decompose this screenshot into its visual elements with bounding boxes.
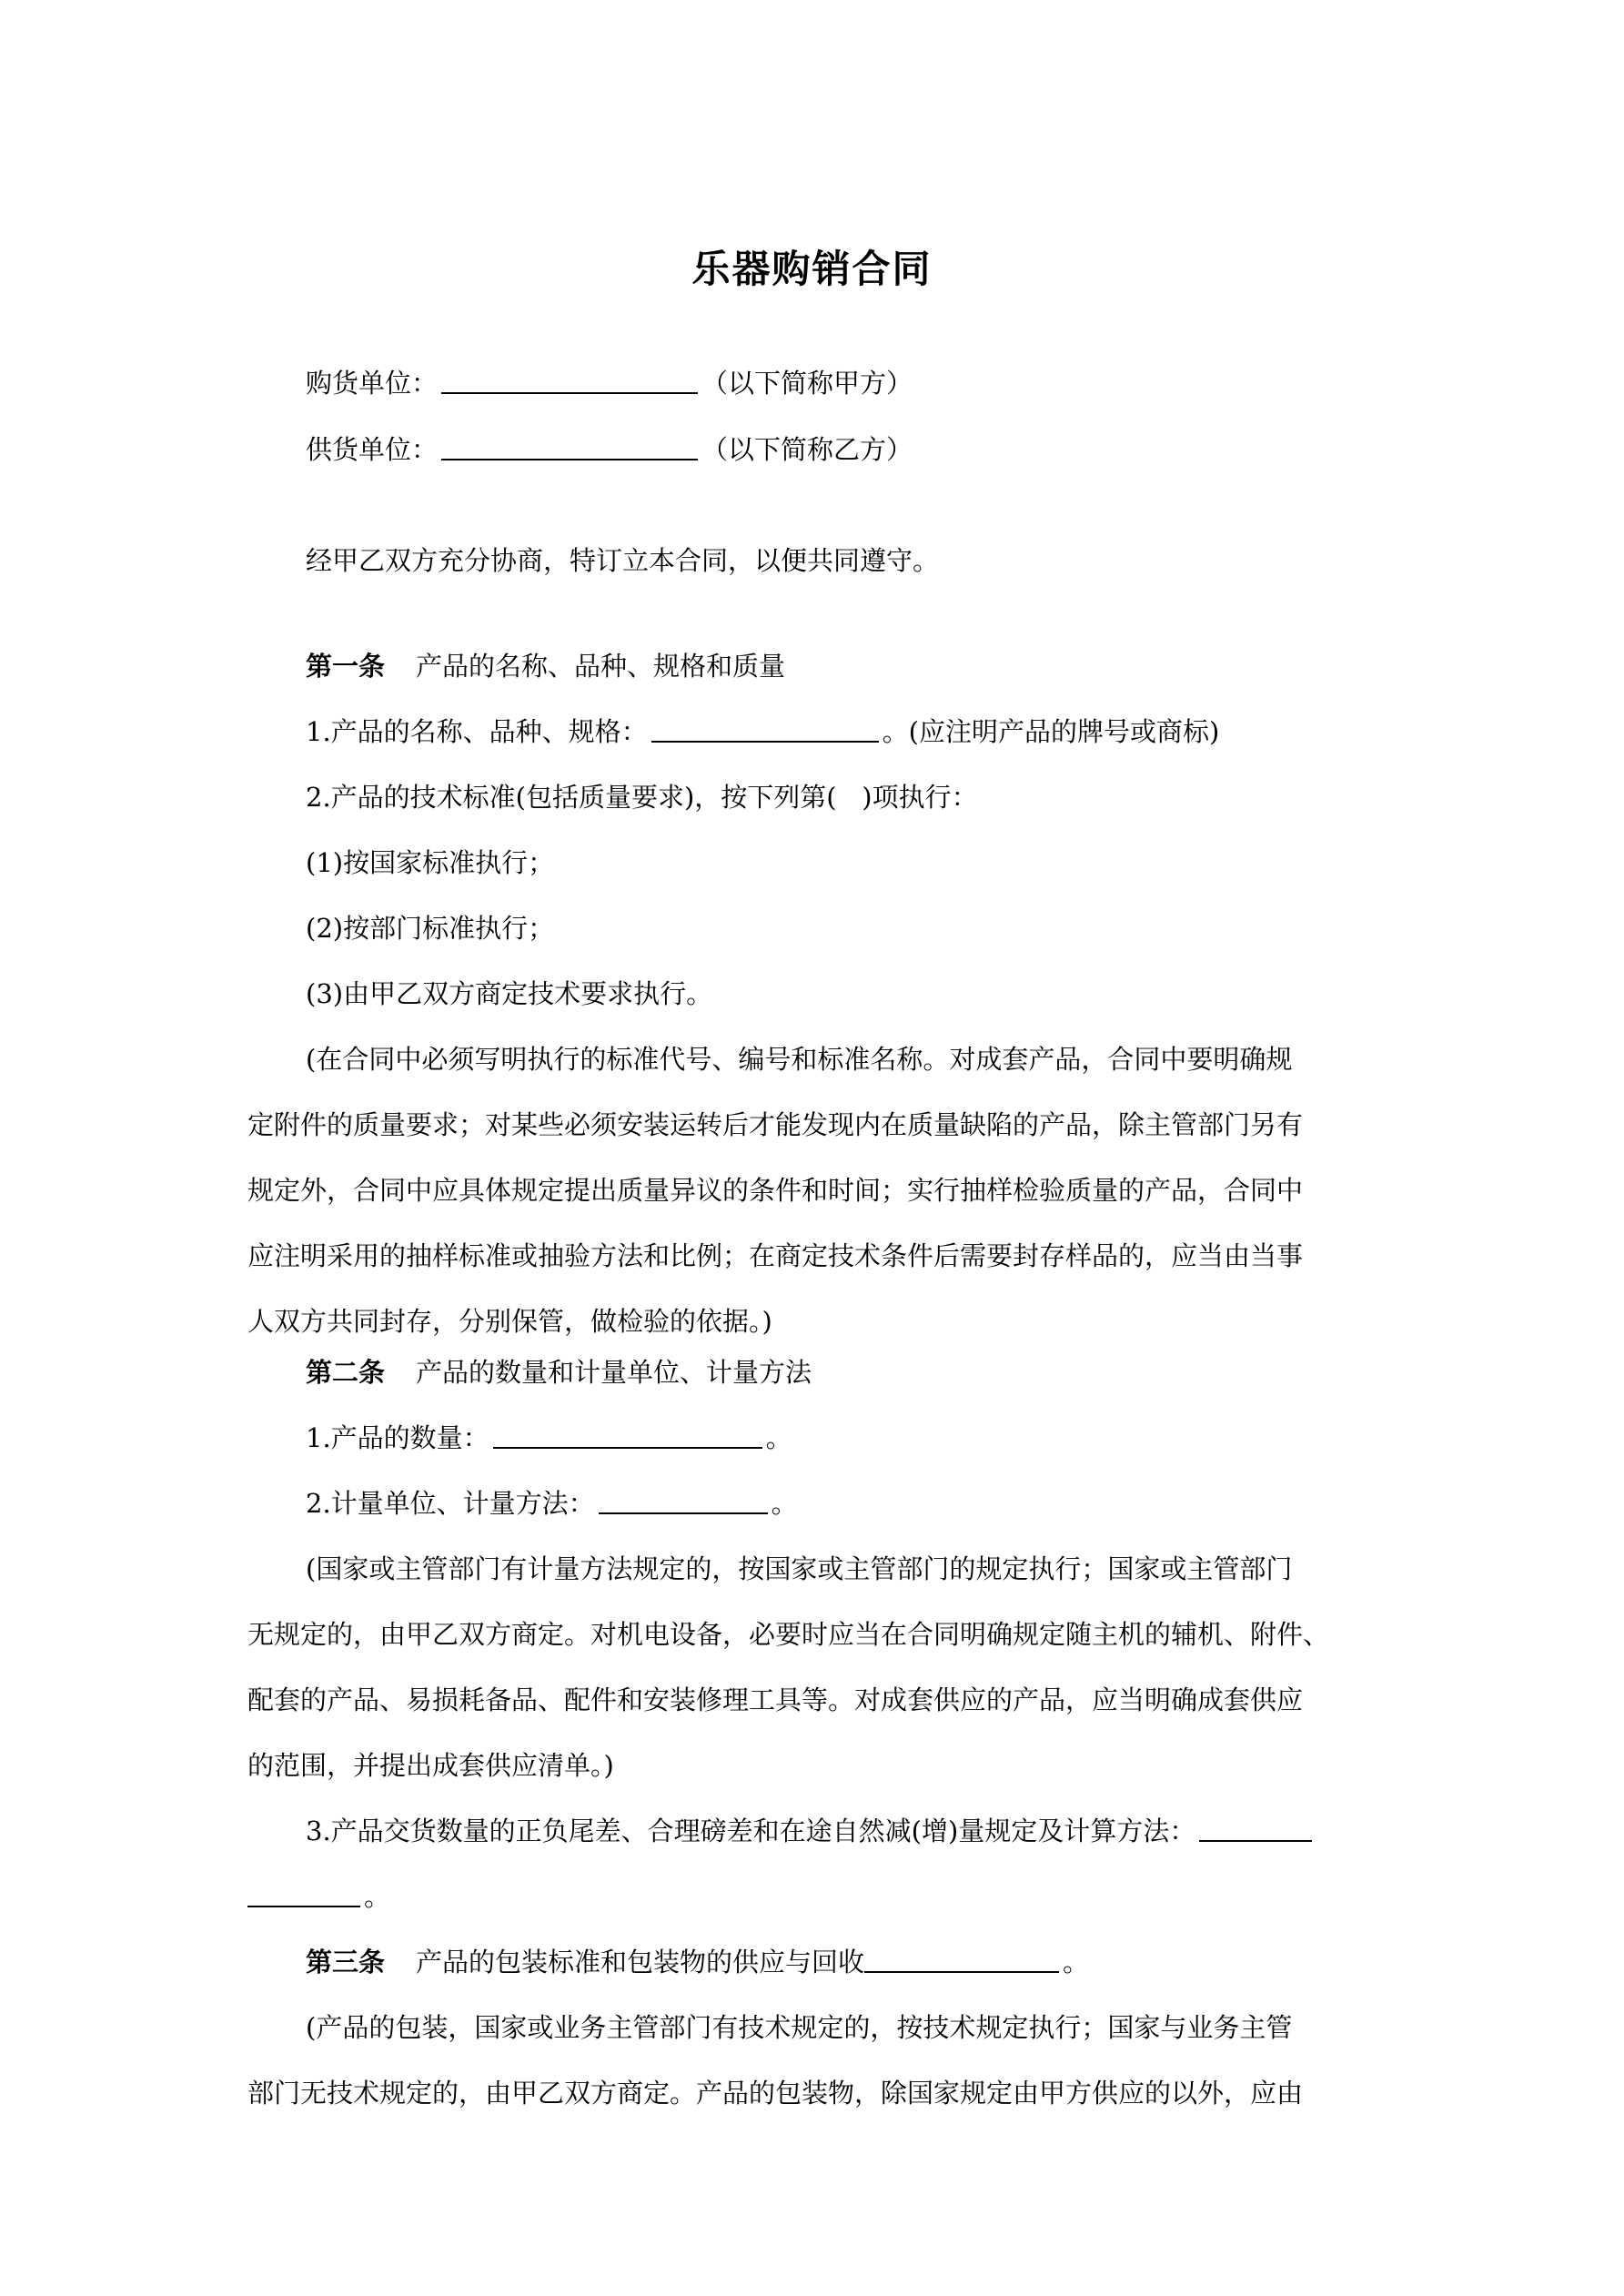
- tolerance-blank-part-1[interactable]: [1199, 1813, 1312, 1842]
- article-1-note-line: (在合同中必须写明执行的标准代号、编号和标准名称。对成套产品，合同中要明确规: [306, 1044, 1293, 1075]
- quantity-blank[interactable]: [493, 1420, 762, 1449]
- article-2-item-2: [306, 1485, 798, 1522]
- article-2-note-line: (国家或主管部门有计量方法规定的，按国家或主管部门的规定执行；国家或主管部门: [306, 1553, 1293, 1584]
- article-2-item-1-label: 1.产品的数量：: [306, 1422, 489, 1453]
- article-3-title: 产品的包装标准和包装物的供应与回收: [416, 1947, 865, 1977]
- article-2-title: 产品的数量和计量单位、计量方法: [416, 1357, 812, 1388]
- article-1-item-2: 2.产品的技术标准(包括质量要求)，按下列第( )项执行：: [306, 782, 978, 813]
- supplier-line: [306, 431, 913, 468]
- buyer-blank[interactable]: [441, 365, 698, 394]
- tolerance-blank-part-2[interactable]: [247, 1878, 360, 1907]
- article-1-note-line: 规定外，合同中应具体规定提出质量异议的条件和时间；实行抽样检验质量的产品，合同中: [247, 1175, 1304, 1206]
- article-2-item-1-end: 。: [765, 1422, 792, 1453]
- article-3-number: 第三条: [306, 1947, 386, 1977]
- article-2-item-3-end: 。: [364, 1881, 391, 1912]
- article-1-item-1-note: 。(应注明产品的牌号或商标): [882, 716, 1220, 747]
- article-3-note-line: (产品的包装，国家或业务主管部门有技术规定的，按技术规定执行；国家与业务主管: [306, 2012, 1293, 2043]
- supplier-suffix: （以下简称乙方）: [701, 434, 913, 465]
- article-1-note-line: 定附件的质量要求；对某些必须安装运转后才能发现内在质量缺陷的产品，除主管部门另有: [247, 1109, 1304, 1140]
- buyer-line: [306, 365, 913, 401]
- buyer-label: 购货单位：: [306, 368, 439, 399]
- article-2-note-line: 的范围，并提出成套供应清单。): [247, 1750, 614, 1781]
- article-2-note-line: 配套的产品、易损耗备品、配件和安装修理工具等。对成套供应的产品，应当明确成套供应: [247, 1684, 1304, 1715]
- article-3-title-end: 。: [1063, 1947, 1090, 1977]
- article-2-item-1: [306, 1420, 792, 1456]
- article-1-note-line: 人双方共同封存，分别保管，做检验的依据。): [247, 1306, 772, 1337]
- article-1-heading: [306, 648, 785, 684]
- article-3-heading: [306, 1944, 1089, 1980]
- supplier-label: 供货单位：: [306, 434, 439, 465]
- article-1-note-line: 应注明采用的抽样标准或抽验方法和比例；在商定技术条件后需要封存样品的，应当由当事: [247, 1240, 1304, 1271]
- article-2-item-3: [306, 1813, 1316, 1849]
- article-2-heading: [306, 1354, 812, 1391]
- article-3-note-line: 部门无技术规定的，由甲乙双方商定。产品的包装物，除国家规定由甲方供应的以外，应由: [247, 2078, 1304, 2109]
- intro-paragraph: 经甲乙双方充分协商，特订立本合同，以便共同遵守。: [306, 545, 940, 576]
- document-title: 乐器购销合同: [691, 247, 933, 291]
- article-1-option-2: (2)按部门标准执行；: [306, 913, 555, 944]
- packaging-blank[interactable]: [864, 1944, 1059, 1973]
- article-1-item-1: [306, 713, 1219, 750]
- measurement-blank[interactable]: [599, 1485, 768, 1514]
- article-2-item-2-end: 。: [771, 1488, 798, 1519]
- article-2-note-line: 无规定的，由甲乙双方商定。对机电设备，必要时应当在合同明确规定随主机的辅机、附件、: [247, 1619, 1330, 1650]
- article-2-item-3-continued: [247, 1878, 390, 1915]
- article-1-item-1-label: 1.产品的名称、品种、规格：: [306, 716, 648, 747]
- article-1-option-1: (1)按国家标准执行；: [306, 847, 555, 878]
- article-1-number: 第一条: [306, 651, 386, 682]
- article-1-option-3: (3)由甲乙双方商定技术要求执行。: [306, 978, 713, 1009]
- product-name-blank[interactable]: [651, 713, 879, 743]
- article-2-number: 第二条: [306, 1357, 386, 1388]
- supplier-blank[interactable]: [441, 431, 698, 460]
- buyer-suffix: （以下简称甲方）: [701, 368, 913, 399]
- article-2-item-2-label: 2.计量单位、计量方法：: [306, 1488, 595, 1519]
- article-1-title: 产品的名称、品种、规格和质量: [416, 651, 786, 682]
- article-2-item-3-label: 3.产品交货数量的正负尾差、合理磅差和在途自然减(增)量规定及计算方法：: [306, 1816, 1196, 1846]
